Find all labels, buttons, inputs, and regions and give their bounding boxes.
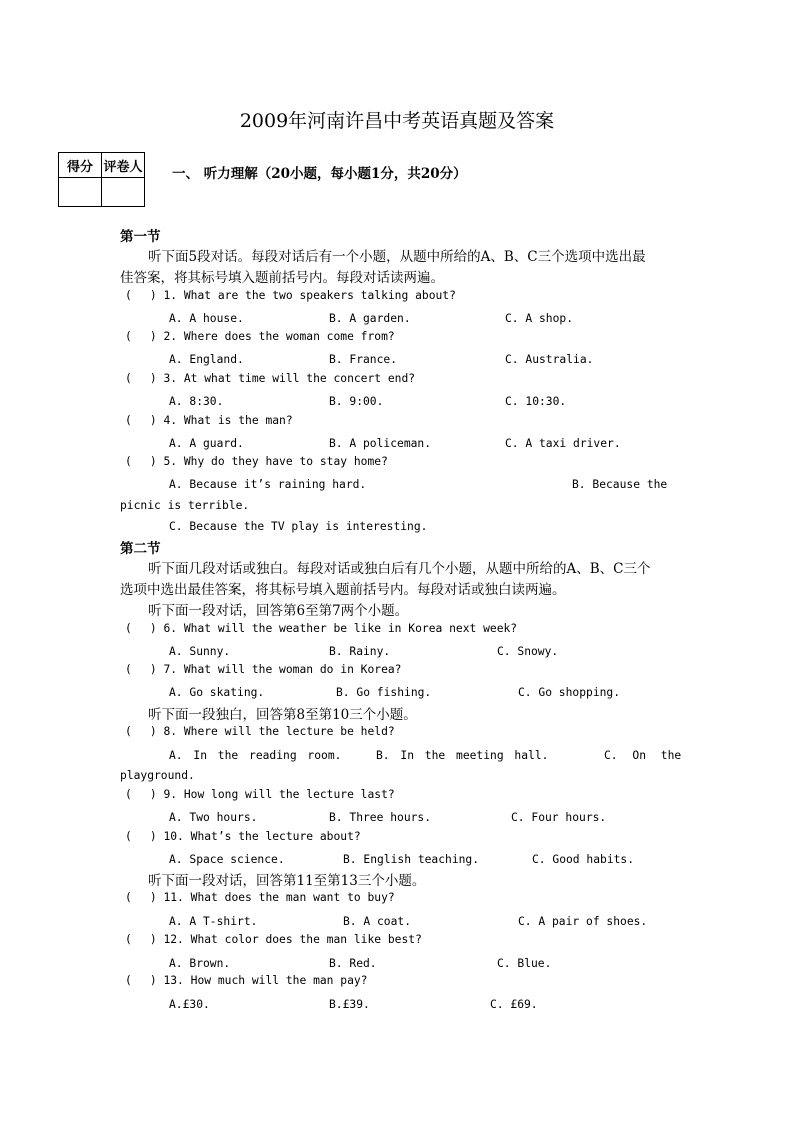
answer-bracket-open: (: [125, 933, 132, 946]
grader-cell: [102, 178, 145, 207]
answer-bracket-close: ): [149, 372, 157, 385]
option-2c: C. Australia.: [505, 353, 594, 366]
option-5b-continued: picnic is terrible.: [120, 499, 250, 512]
option-13a: A.£30.: [169, 998, 210, 1011]
answer-bracket-close: ): [149, 289, 157, 302]
option-9a: A. Two hours.: [169, 811, 258, 824]
answer-bracket-close: ): [149, 830, 157, 843]
option-4c: C. A taxi driver.: [505, 437, 621, 450]
option-3a: A. 8:30.: [169, 395, 224, 408]
question-9: [125, 788, 395, 801]
option-7c: C. Go shopping.: [518, 686, 621, 699]
answer-bracket-open: (: [125, 891, 132, 904]
answer-bracket-close: ): [149, 933, 157, 946]
option-9c: C. Four hours.: [511, 811, 607, 824]
answer-bracket-close: ): [149, 974, 157, 987]
option-2a: A. England.: [169, 353, 244, 366]
option-4b: B. A policeman.: [329, 437, 432, 450]
answer-bracket-open: (: [125, 372, 132, 385]
question-text: 2. Where does the woman come from?: [163, 330, 395, 343]
section2-instructions-1: 听下面几段对话或独白。每段对话或独白后有几个小题，从题中所给的A、B、C三个: [148, 561, 651, 577]
option-13c: C. £69.: [490, 998, 538, 1011]
option-12b: B. Red.: [329, 957, 377, 970]
question-5: [125, 455, 388, 468]
question-3: [125, 372, 415, 385]
question-text: 10. What’s the lecture about?: [163, 830, 361, 843]
option-13b: B.£39.: [329, 998, 370, 1011]
option-8b: B. In the meeting hall.: [376, 749, 549, 762]
option-8a: A. In the reading room.: [169, 749, 342, 762]
question-text: 6. What will the weather be like in Korea next week?: [163, 622, 518, 635]
section2-label: 第二节: [120, 541, 161, 557]
score-label: 得分: [59, 153, 102, 178]
answer-bracket-open: (: [125, 974, 132, 987]
question-2: [125, 330, 395, 343]
option-3b: B. 9:00.: [329, 395, 384, 408]
answer-bracket-open: (: [125, 330, 132, 343]
option-11c: C. A pair of shoes.: [518, 915, 648, 928]
option-6b: B. Rainy.: [329, 645, 391, 658]
answer-bracket-close: ): [149, 330, 157, 343]
group2-instructions: 听下面一段独白，回答第8至第10三个小题。: [148, 707, 417, 723]
question-text: 11. What does the man want to buy?: [163, 891, 395, 904]
option-10c: C. Good habits.: [532, 853, 635, 866]
answer-bracket-close: ): [149, 725, 157, 738]
question-1: [125, 289, 456, 302]
question-text: 1. What are the two speakers talking about?: [163, 289, 456, 302]
option-5a: A. Because it’s raining hard.: [169, 478, 367, 491]
question-10: [125, 830, 361, 843]
grader-label: 评卷人: [102, 153, 145, 178]
question-8: [125, 725, 395, 738]
option-11a: A. A T-shirt.: [169, 915, 258, 928]
question-text: 9. How long will the lecture last?: [163, 788, 395, 801]
option-6c: C. Snowy.: [497, 645, 559, 658]
option-1b: B. A garden.: [329, 312, 411, 325]
option-12c: C. Blue.: [497, 957, 552, 970]
answer-bracket-open: (: [125, 788, 132, 801]
option-1c: C. A shop.: [505, 312, 574, 325]
option-7a: A. Go skating.: [169, 686, 265, 699]
answer-bracket-close: ): [149, 891, 157, 904]
answer-bracket-open: (: [125, 289, 132, 302]
option-9b: B. Three hours.: [329, 811, 432, 824]
section1-label: 第一节: [120, 229, 161, 245]
section2-instructions-2: 选项中选出最佳答案，将其标号填入题前括号内。每段对话或独白读两遍。: [120, 582, 566, 598]
option-5b: B. Because the: [572, 478, 668, 491]
option-4a: A. A guard.: [169, 437, 244, 450]
option-11b: B. A coat.: [343, 915, 412, 928]
option-10b: B. English teaching.: [343, 853, 480, 866]
question-11: [125, 891, 395, 904]
question-text: 7. What will the woman do in Korea?: [163, 663, 402, 676]
option-8c: C. On the: [604, 749, 682, 762]
question-13: [125, 974, 367, 987]
answer-bracket-open: (: [125, 663, 132, 676]
question-7: [125, 663, 401, 676]
option-2b: B. France.: [329, 353, 398, 366]
question-text: 4. What is the man?: [163, 414, 293, 427]
answer-bracket-close: ): [149, 622, 157, 635]
question-text: 5. Why do they have to stay home?: [163, 455, 388, 468]
option-12a: A. Brown.: [169, 957, 231, 970]
answer-bracket-open: (: [125, 455, 132, 468]
section1-instructions-2: 佳答案，将其标号填入题前括号内。每段对话读两遍。: [120, 270, 444, 286]
option-5c: C. Because the TV play is interesting.: [169, 520, 428, 533]
part1-heading: 一、 听力理解（20小题，每小题1分，共20分）: [172, 166, 467, 182]
answer-bracket-close: ): [149, 663, 157, 676]
answer-bracket-close: ): [149, 414, 157, 427]
answer-bracket-close: ): [149, 788, 157, 801]
option-3c: C. 10:30.: [505, 395, 567, 408]
group3-instructions: 听下面一段对话，回答第11至第13三个小题。: [148, 873, 426, 889]
option-6a: A. Sunny.: [169, 645, 231, 658]
answer-bracket-open: (: [125, 830, 132, 843]
score-cell: [59, 178, 102, 207]
question-6: [125, 622, 517, 635]
question-4: [125, 414, 293, 427]
option-1a: A. A house.: [169, 312, 244, 325]
option-10a: A. Space science.: [169, 853, 285, 866]
answer-bracket-close: ): [149, 455, 157, 468]
document-title: 2009年河南许昌中考英语真题及答案: [239, 110, 555, 132]
answer-bracket-open: (: [125, 414, 132, 427]
option-8c-continued: playground.: [120, 769, 195, 782]
question-text: 3. At what time will the concert end?: [163, 372, 416, 385]
question-text: 12. What color does the man like best?: [163, 933, 422, 946]
question-12: [125, 933, 422, 946]
answer-bracket-open: (: [125, 725, 132, 738]
section1-instructions-1: 听下面5段对话。每段对话后有一个小题，从题中所给的A、B、C三个选项中选出最: [148, 249, 646, 265]
question-text: 8. Where will the lecture be held?: [163, 725, 395, 738]
group1-instructions: 听下面一段对话，回答第6至第7两个小题。: [148, 603, 409, 619]
question-text: 13. How much will the man pay?: [163, 974, 368, 987]
answer-bracket-open: (: [125, 622, 132, 635]
option-7b: B. Go fishing.: [336, 686, 432, 699]
score-box: [58, 152, 145, 207]
